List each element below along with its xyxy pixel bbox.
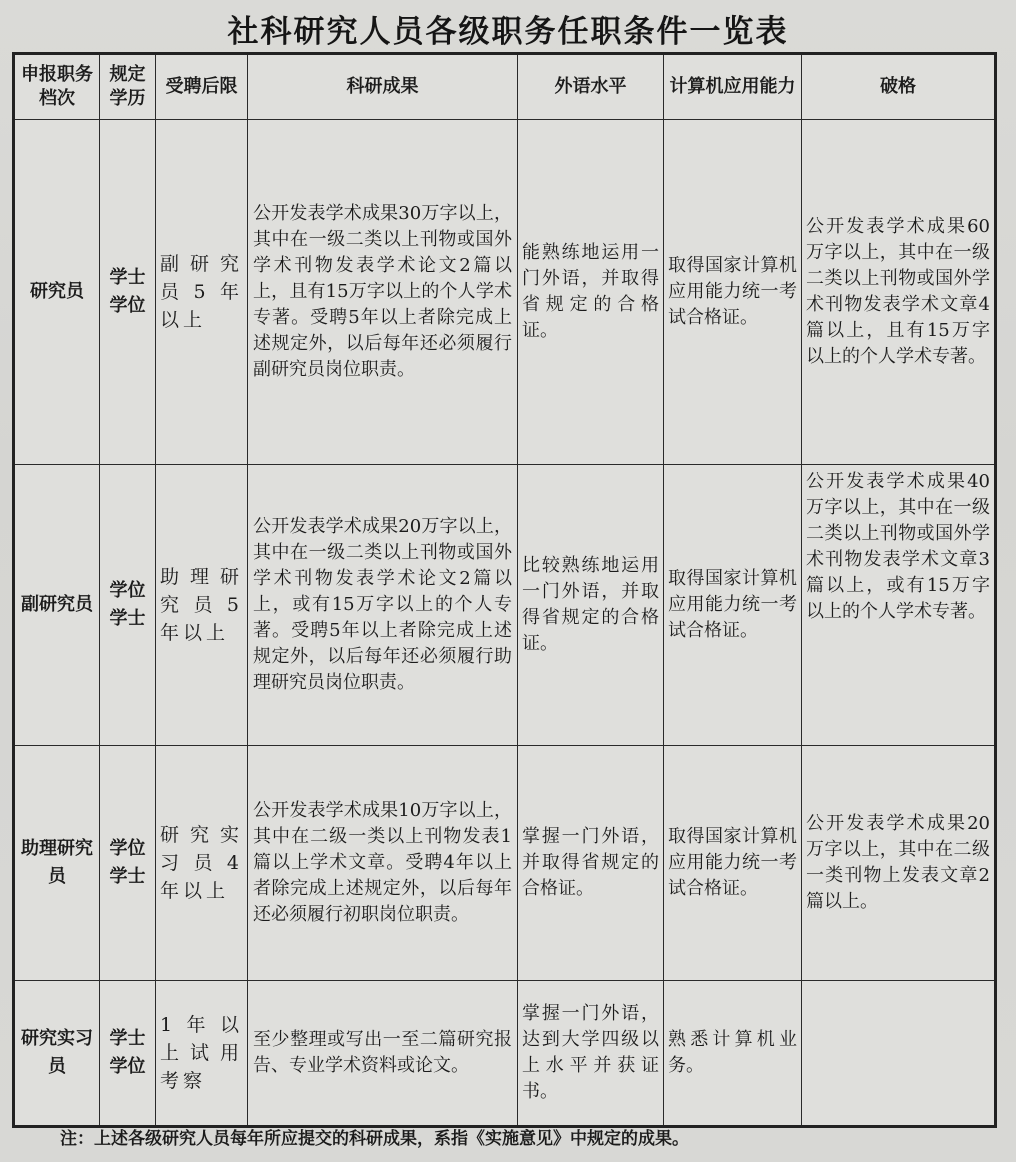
cell-language: 掌握一门外语，并取得省规定的合格证。 (518, 746, 664, 981)
cell-computer: 取得国家计算机应用能力统一考试合格证。 (664, 120, 802, 465)
cell-tenure: 1年以上试用考察 (156, 981, 248, 1127)
cell-exception: 公开发表学术成果20万字以上，其中在二级一类刊物上发表文章2篇以上。 (802, 746, 996, 981)
cell-level: 研究实习员 (14, 981, 100, 1127)
cell-tenure: 研究实习员4年以上 (156, 746, 248, 981)
cell-exception: 公开发表学术成果60万字以上，其中在一级二类以上刊物或国外学术刊物发表学术文章4篇以上，且有15万字以上的个人学术专著。 (802, 120, 996, 465)
header-tenure: 受聘后限 (156, 54, 248, 120)
cell-education: 学士学位 (100, 120, 156, 465)
cell-level: 副研究员 (14, 465, 100, 746)
cell-computer: 取得国家计算机应用能力统一考试合格证。 (664, 746, 802, 981)
header-research: 科研成果 (248, 54, 518, 120)
footnote: 注：上述各级研究人员每年所应提交的科研成果，系指《实施意见》中规定的成果。 (60, 1129, 689, 1149)
cell-education: 学士学位 (100, 981, 156, 1127)
cell-tenure: 助理研究员5年以上 (156, 465, 248, 746)
cell-language: 能熟练地运用一门外语，并取得省规定的合格证。 (518, 120, 664, 465)
cell-computer: 熟悉计算机业务。 (664, 981, 802, 1127)
table-row (14, 981, 996, 1127)
header-level: 申报职务档次 (14, 54, 100, 120)
cell-level: 研究员 (14, 120, 100, 465)
cell-research: 公开发表学术成果20万字以上，其中在一级二类以上刊物或国外学术刊物发表学术论文2篇以上，或有15万字以上的个人专著。受聘5年以上者除完成上述规定外，以后每年还必须履行助理研究员岗位职责。 (248, 465, 518, 746)
table-row (14, 746, 996, 981)
cell-education: 学位学士 (100, 746, 156, 981)
header-education: 规定学历 (100, 54, 156, 120)
cell-language: 比较熟练地运用一门外语，并取得省规定的合格证。 (518, 465, 664, 746)
header-exception: 破格 (802, 54, 996, 120)
cell-language: 掌握一门外语，达到大学四级以上水平并获证书。 (518, 981, 664, 1127)
cell-exception (802, 981, 996, 1127)
document-title: 社科研究人员各级职务任职条件一览表 (227, 14, 789, 50)
cell-research: 至少整理或写出一至二篇研究报告、专业学术资料或论文。 (248, 981, 518, 1127)
cell-education: 学位学士 (100, 465, 156, 746)
header-language: 外语水平 (518, 54, 664, 120)
header-computer: 计算机应用能力 (664, 54, 802, 120)
cell-computer: 取得国家计算机应用能力统一考试合格证。 (664, 465, 802, 746)
table-row (14, 120, 996, 465)
cell-exception: 公开发表学术成果40万字以上，其中在一级二类以上刊物或国外学术刊物发表学术文章3篇以上，或有15万字以上的个人学术专著。 (802, 465, 996, 746)
cell-tenure: 副研究员5年以上 (156, 120, 248, 465)
requirements-table (12, 52, 997, 1128)
cell-level: 助理研究员 (14, 746, 100, 981)
table-header-row (14, 54, 996, 120)
cell-research: 公开发表学术成果30万字以上，其中在一级二类以上刊物或国外学术刊物发表学术论文2篇以上，且有15万字以上的个人学术专著。受聘5年以上者除完成上述规定外，以后每年还必须履行副研究员岗位职责。 (248, 120, 518, 465)
cell-research: 公开发表学术成果10万字以上，其中在二级一类以上刊物发表1篇以上学术文章。受聘4年以上者除完成上述规定外，以后每年还必须履行初职岗位职责。 (248, 746, 518, 981)
table-row (14, 465, 996, 746)
